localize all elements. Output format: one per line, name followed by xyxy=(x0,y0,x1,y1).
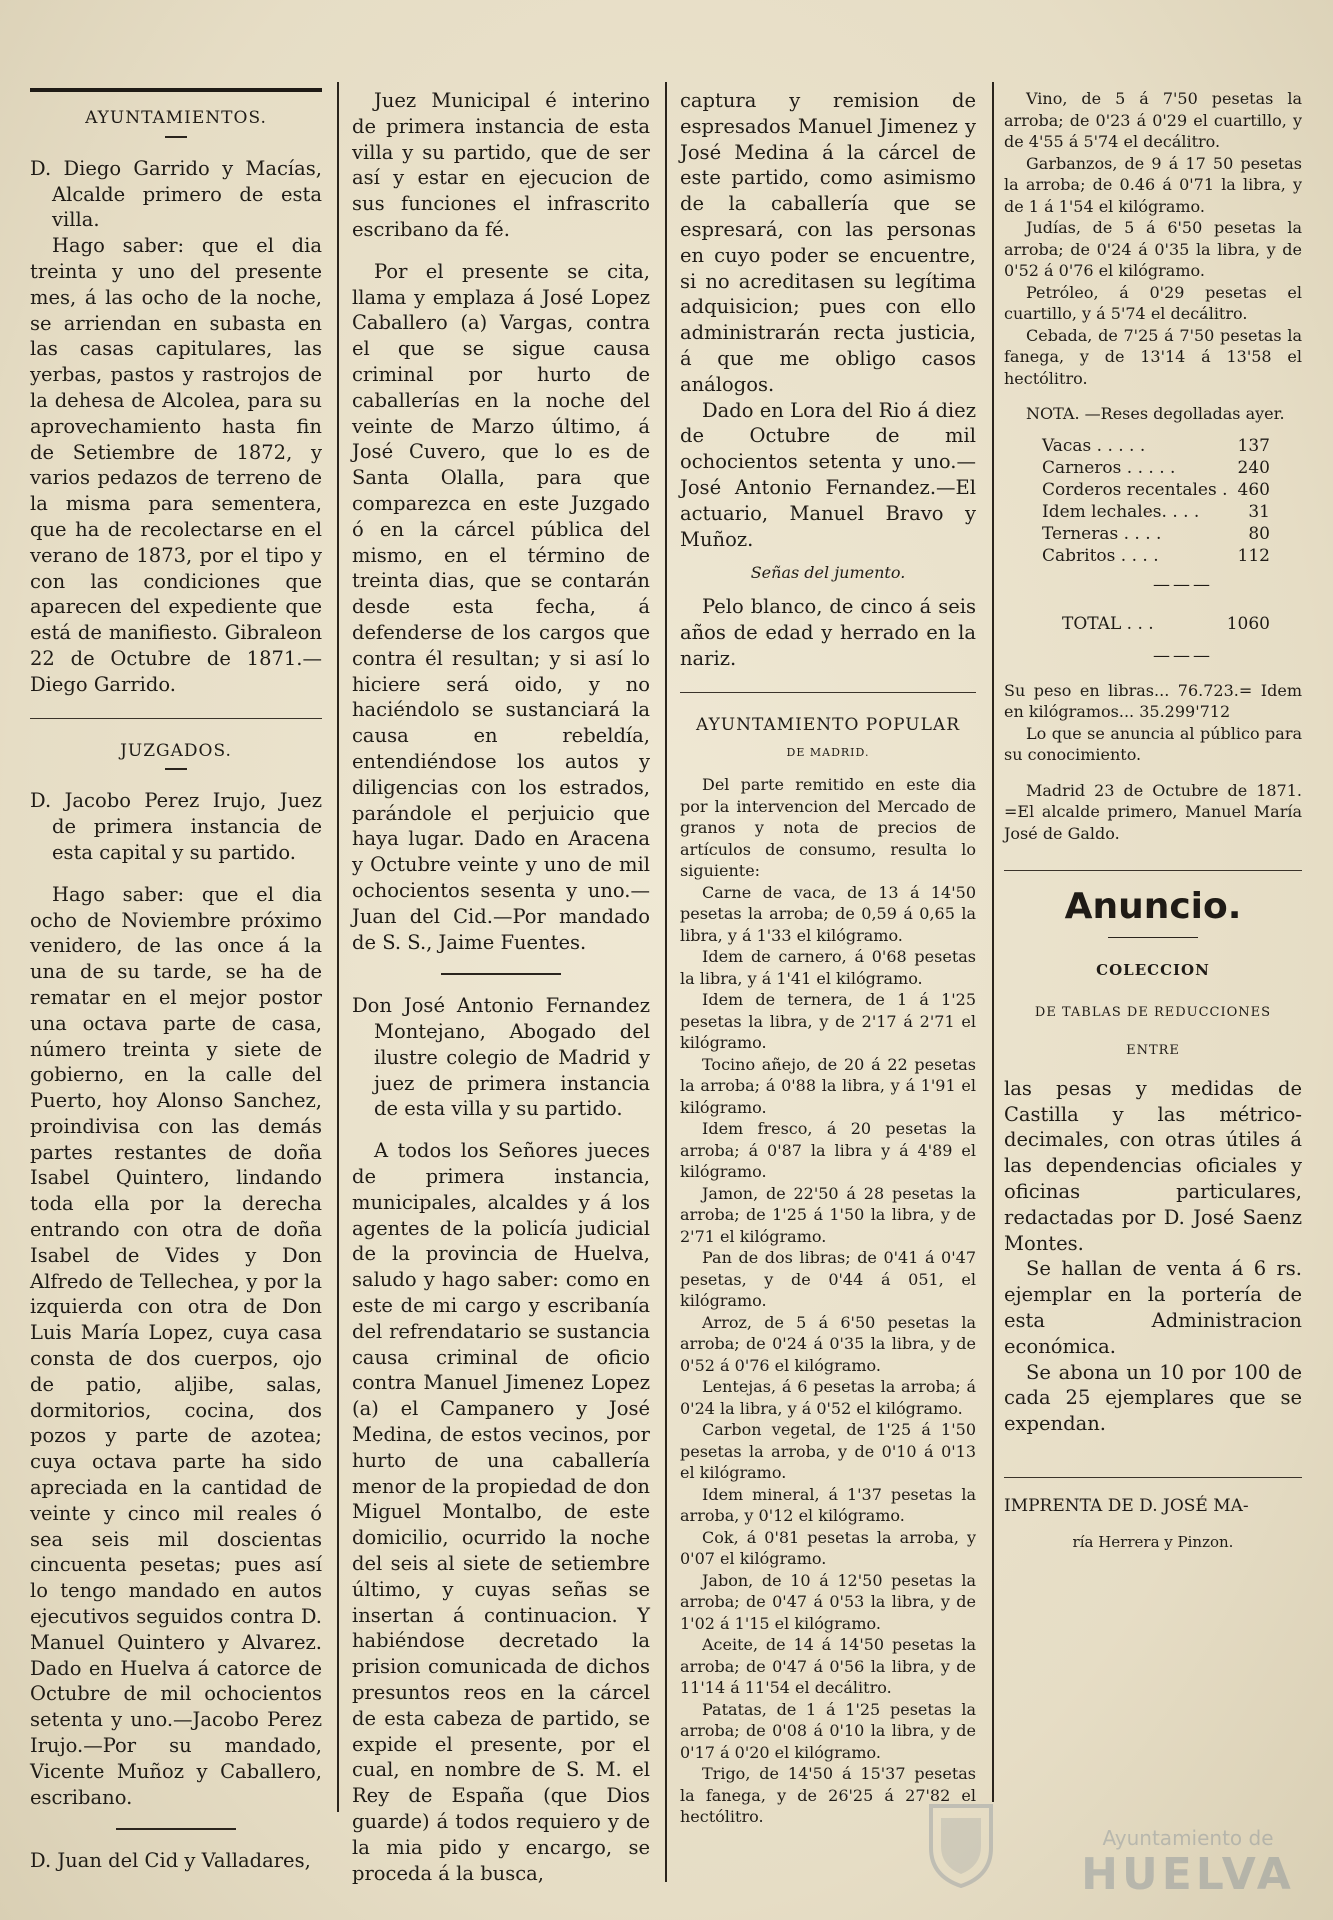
price-item: Pan de dos libras; de 0'41 á 0'47 pesetas, y de 0'44 á 051, el kilógramo. xyxy=(680,1248,976,1311)
senas-title: Señas del jumento. xyxy=(750,563,906,583)
madrid-date-text: Madrid 23 de Octubre de 1871. =El alcalde primero, Manuel María José de Galdo. xyxy=(1004,780,1302,843)
column-3 xyxy=(680,88,976,1828)
price-item: Idem de carnero, á 0'68 pesetas la libra, y á 1'41 el kilógramo. xyxy=(680,947,976,988)
section-subtitle-madrid: DE MADRID. xyxy=(786,746,870,760)
price-item: Petróleo, á 0'29 pesetas el cuartillo, y á 5'74 el decálitro. xyxy=(1004,282,1302,323)
reses-row xyxy=(1042,523,1270,545)
juzgado-notice: Hago saber: que el dia ocho de Noviembre próximo venidero, de las once á la una de su tarde, se ha de rematar en el mejor postor una octava parte de casa, número treinta y siete de gobierno, en la calle del Puerto, hoy Alonso Sanchez, proindivisa con las demás partes restantes de doña Isabel Quintero, lindando toda ella por la derecha entrando con otra de doña Isabel de Vides y Don Alfredo de Tellechea, y por la izquierda con otra de Don Luis María Lopez, cuya casa consta de dos cuerpos, ojo de patio, aljibe, salas, dormitorios, cocina, dos pozos y parte de azotea; cuya octava parte ha sido apreciada en la cantidad de veinte y cinco mil reales ó sea seis mil doscientas cincuenta pesetas; pues así lo tengo mandado en autos ejecutivos seguidos contra D. Manuel Quintero y Alvarez. Dado en Huelva á catorce de Octubre de mil ochocientos setenta y uno.—Jacobo Perez Irujo.—Por su mandado, Vicente Muñoz y Caballero, escribano. xyxy=(30,882,322,1809)
reses-row xyxy=(1042,435,1270,457)
watermark-line-2: HUELVA xyxy=(1081,1849,1295,1900)
column-4 xyxy=(1004,88,1302,1556)
shield-watermark-icon xyxy=(926,1798,996,1888)
watermark-line-1: Ayuntamiento de xyxy=(1102,1826,1274,1850)
price-item: Vino, de 5 á 7'50 pesetas la arroba; de 0'23 á 0'29 el cuartillo, y de 4'55 á 5'74 el decálitro. xyxy=(1004,89,1302,151)
nota-reses: NOTA. —Reses degolladas ayer. xyxy=(1026,404,1285,423)
total-label: TOTAL . . . xyxy=(1062,614,1154,635)
juan-del-cid-heading: D. Juan del Cid y Valladares, xyxy=(30,1849,311,1873)
reses-value: 137 xyxy=(1237,435,1270,456)
column-1 xyxy=(30,88,322,1874)
price-item: Patatas, de 1 á 1'25 pesetas la arroba; de 0'08 á 0'10 la libra, y de 0'17 á 0'20 el kilógramo. xyxy=(680,1699,976,1762)
imprenta-line-2: ría Herrera y Pinzon. xyxy=(1072,1532,1234,1551)
price-item: Cok, á 0'81 pesetas la arroba, y 0'07 el kilógramo. xyxy=(680,1527,976,1569)
reses-label: Cabritos . . . . xyxy=(1042,545,1159,566)
top-rule xyxy=(30,88,322,92)
section-rule xyxy=(1004,870,1302,871)
abona-text: Se abona un 10 por 100 de cada 25 ejemplares que se expendan. xyxy=(1004,1360,1302,1436)
table-dashes: ——— xyxy=(1153,646,1213,667)
imprenta-line: IMPRENTA DE D. JOSÉ MA- xyxy=(1004,1495,1249,1516)
title-dash xyxy=(165,768,187,770)
reses-row xyxy=(1042,501,1270,523)
price-intro: Del parte remitido en este dia por la intervencion del Mercado de granos y nota de precios de artículos de consumo, resulta lo siguiente: xyxy=(680,775,976,881)
price-item: Lentejas, á 6 pesetas la arroba; á 0'24 la libra, y á 0'52 el kilógramo. xyxy=(680,1377,976,1418)
reses-value: 460 xyxy=(1237,479,1270,500)
ayuntamiento-heading: D. Diego Garrido y Macías, Alcalde primero de esta villa. xyxy=(30,156,322,232)
section-title-ayuntamientos: AYUNTAMIENTOS. xyxy=(85,108,267,128)
archive-watermark xyxy=(1058,1826,1318,1916)
juez-municipal-text: Juez Municipal é interino de primera instancia de esta villa y su partido, que de ser así y estar en ejecucion de sus funciones el infrascrito escribano da fé. xyxy=(352,89,650,241)
price-item: Tocino añejo, de 20 á 22 pesetas la arroba; á 0'88 la libra, y á 1'91 el kilógramo. xyxy=(680,1054,976,1117)
reses-label: Terneras . . . . xyxy=(1042,523,1162,544)
anuncio-title: Anuncio. xyxy=(1064,886,1242,928)
ayuntamiento-notice: Hago saber: que el dia treinta y uno del presente mes, á las ocho de la noche, se arriendan en subasta en las casas capitulares, las yerbas, pastos y rastrojos de la dehesa de Alcolea, para su aprovechamiento hasta fin de Setiembre de 1872, y varios pedazos de terreno de la misma para sementera, que ha de recolectarse en el verano de 1873, por el tipo y con las condiciones que aparecen del expediente que está de manifiesto. Gibraleon 22 de Octubre de 1871.—Diego Garrido. xyxy=(30,234,322,696)
citacion-text: Por el presente se cita, llama y emplaza á José Lopez Caballero (a) Vargas, contra el que se sigue causa criminal por hurto de caballerías en la noche del veinte de Marzo último, á José Cuvero, que lo es de Santa Olalla, para que comparezca en este Juzgado ó en la cárcel pública del mismo, en el término de treinta dias, que se contarán desde esta fecha, á defenderse de los cargos que contra él resultan; y si así lo hiciere será oido, y no haciéndolo se sustanciará la causa en rebeldía, entendiéndose los autos y diligencias con los estrados, parándole el perjuicio que haya lugar. Dado en Aracena y Octubre veinte y uno de mil ochocientos sesenta y uno.—Juan del Cid.—Por mandado de S. S., Jaime Fuentes. xyxy=(352,259,650,954)
notice-rule xyxy=(441,973,561,975)
column-divider xyxy=(992,82,994,1802)
coleccion-title: COLECCION xyxy=(1096,961,1210,980)
price-item: Carbon vegetal, de 1'25 á 1'50 pesetas la arroba, y de 0'10 á 0'13 el kilógramo. xyxy=(680,1420,976,1483)
section-rule xyxy=(30,718,322,719)
title-rule xyxy=(1108,937,1198,938)
column-divider xyxy=(337,82,339,1812)
price-item: Arroz, de 5 á 6'50 pesetas la arroba; de 0'24 á 0'35 la libra, y de 0'52 á 0'76 el kilógramo. xyxy=(680,1312,976,1375)
senas-text: Pelo blanco, de cinco á seis años de edad y herrado en la nariz. xyxy=(680,595,976,670)
venta-text: Se hallan de venta á 6 rs. ejemplar en la portería de esta Administracion económica. xyxy=(1004,1257,1302,1358)
fernandez-heading: Don José Antonio Fernandez Montejano, Abogado del ilustre colegio de Madrid y juez de primera instancia de esta villa y su partido. xyxy=(352,994,650,1121)
reses-value: 31 xyxy=(1248,501,1270,522)
price-item: Cebada, de 7'25 á 7'50 pesetas la fanega, y de 13'14 á 13'58 el hectólitro. xyxy=(1004,325,1302,388)
reses-row xyxy=(1042,479,1270,501)
column-2 xyxy=(352,88,650,1886)
dado-en-lora-text: Dado en Lora del Rio á diez de Octubre de mil ochocientos setenta y uno.—José Antonio Fernandez.—El actuario, Manuel Bravo y Muñoz. xyxy=(680,398,976,551)
column-divider xyxy=(665,82,667,1882)
reses-label: Vacas . . . . . xyxy=(1042,435,1146,456)
reses-value: 80 xyxy=(1248,523,1270,544)
price-item: Trigo, de 14'50 á 15'37 pesetas la fanega, y de 26'25 á 27'82 el hectólitro. xyxy=(680,1764,976,1827)
price-item: Aceite, de 14 á 14'50 pesetas la arroba; de 0'47 á 0'56 la libra, y de 11'14 á 11'54 el decálitro. xyxy=(680,1635,976,1698)
reses-row xyxy=(1042,545,1270,567)
anuncio-body: las pesas y medidas de Castilla y las métrico-decimales, con otras útiles á las dependencias oficiales y oficinas particulares, redactadas por D. José Saenz Montes. xyxy=(1004,1076,1302,1255)
price-item: Idem mineral, á 1'37 pesetas la arroba, y 0'12 el kilógramo. xyxy=(680,1484,976,1526)
reses-row xyxy=(1042,457,1270,479)
price-item: Idem de ternera, de 1 á 1'25 pesetas la libra, y de 2'17 á 2'71 el kilógramo. xyxy=(680,990,976,1053)
captura-text: captura y remision de espresados Manuel Jimenez y José Medina á la cárcel de este partido, como asimismo de la caballería que se espresará, con las personas en cuyo poder se encuentre, si no acreditasen su legítima adquisicion; pues con ello administrarán recta justicia, á que me obligo casos análogos. xyxy=(680,89,976,396)
reses-value: 240 xyxy=(1237,457,1270,478)
tablas-subtitle: DE TABLAS DE REDUCCIONES xyxy=(1034,1005,1272,1021)
reses-label: Corderos recentales . xyxy=(1042,479,1228,500)
notice-rule xyxy=(116,1828,236,1830)
price-item: Jamon, de 22'50 á 28 pesetas la arroba; de 1'25 á 1'50 la libra, y de 2'71 el kilógramo. xyxy=(680,1183,976,1246)
reses-value: 112 xyxy=(1237,545,1270,566)
reses-table xyxy=(1042,435,1270,567)
section-rule xyxy=(680,692,976,693)
peso-text: Su peso en libras... 76.723.= Idem en kilógramos... 35.299'712 xyxy=(1004,680,1302,722)
reses-label: Idem lechales. . . . xyxy=(1042,501,1200,522)
price-list xyxy=(1004,88,1302,389)
total-value: 1060 xyxy=(1226,614,1270,635)
requisitoria-text: A todos los Señores jueces de primera instancia, municipales, alcaldes y á los agentes de la policía judicial de la provincia de Huelva, saludo y hago saber: como en este de mi cargo y escribanía del refrendatario se sustancia causa criminal de oficio contra Manuel Jimenez Lopez (a) el Campanero y José Medina, de estos vecinos, por hurto de una caballería menor de la propiedad de don Miguel Montalbo, de este domicilio, ocurrido la noche del seis al siete de setiembre último, y cuyas señas se insertan á continuacion. Y habiéndose decretado la prision comunicada de dichos presuntos reos en la cárcel de esta cabeza de partido, se expide el presente, por el cual, en nombre de S. M. el Rey de España (que Dios guarde) á todos requiero y de la mia pido y encargo, se proceda á la busca, xyxy=(352,1139,650,1885)
price-item: Jabon, de 10 á 12'50 pesetas la arroba; de 0'47 á 0'53 la libra, y de 1'02 á 1'15 el kilógramo. xyxy=(680,1570,976,1633)
table-dashes: ——— xyxy=(1153,574,1213,595)
price-item: Carne de vaca, de 13 á 14'50 pesetas la arroba; de 0,59 á 0,65 la libra, y á 1'33 el kilógramo. xyxy=(680,882,976,945)
section-rule xyxy=(1004,1477,1302,1478)
price-item: Judías, de 5 á 6'50 pesetas la arroba; de 0'24 á 0'35 la libra, y de 0'52 á 0'76 el kilógramo. xyxy=(1004,218,1302,280)
section-title-ayuntamiento-popular: AYUNTAMIENTO POPULAR xyxy=(696,714,960,735)
total-row xyxy=(1062,612,1270,638)
price-item: Garbanzos, de 9 á 17 50 pesetas la arroba; de 0.46 á 0'71 la libra, y de 1 á 1'54 el kilógramo. xyxy=(1004,153,1302,216)
juzgado-heading: D. Jacobo Perez Irujo, Juez de primera instancia de esta capital y su partido. xyxy=(30,789,322,864)
price-item: Idem fresco, á 20 pesetas la arroba; á 0'87 la libra y á 4'89 el kilógramo. xyxy=(680,1119,976,1182)
section-title-juzgados: JUZGADOS. xyxy=(120,740,232,761)
price-list xyxy=(680,774,976,1828)
anuncia-text: Lo que se anuncia al público para su conocimiento. xyxy=(1004,723,1302,765)
reses-label: Carneros . . . . . xyxy=(1042,457,1176,478)
title-dash xyxy=(165,136,187,138)
entre-subtitle: ENTRE xyxy=(1126,1042,1180,1058)
